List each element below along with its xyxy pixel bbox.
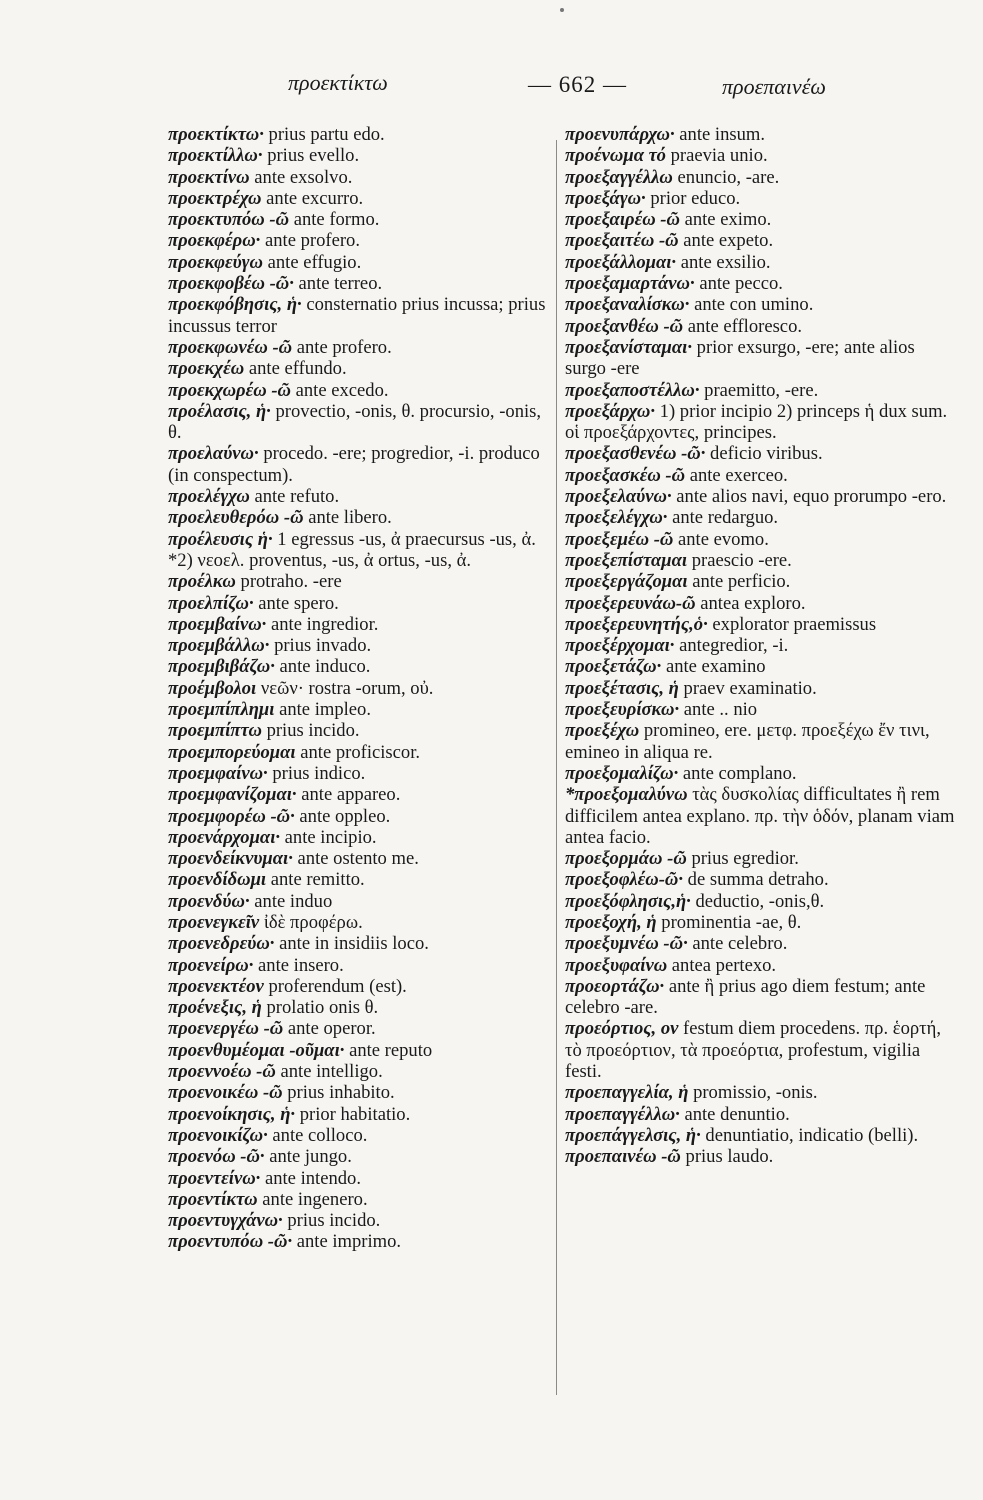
entry-definition: deductio, -onis,θ.	[695, 890, 825, 912]
entry-definition: ante impleo.	[279, 699, 372, 721]
entry-headword: προενόω -ῶ·	[168, 1146, 265, 1168]
entry-definition: ante jungo.	[269, 1146, 352, 1168]
entry-headword: προεξαιρέω -ῶ	[565, 209, 680, 231]
entry-headword: προεξετάζω·	[565, 656, 662, 678]
entry-definition: prior habitatio.	[299, 1103, 411, 1125]
entry-headword: προεξόφλησις,ἡ·	[565, 890, 691, 912]
dictionary-entry	[565, 252, 960, 273]
entry-definition: ante profero.	[264, 230, 360, 252]
entry-definition: prius inhabito.	[287, 1082, 395, 1104]
dictionary-entry	[565, 699, 960, 720]
column-divider	[556, 140, 557, 1395]
dictionary-entry	[565, 188, 960, 209]
entry-headword: προεκφέρω·	[168, 230, 261, 252]
dictionary-entry	[168, 699, 550, 720]
entry-headword: προενεργέω -ῶ	[168, 1018, 284, 1040]
entry-definition: ante pecco.	[699, 273, 783, 295]
dictionary-entry	[565, 1146, 960, 1167]
entry-definition: ante ἢ prius ago diem festum; ante celebro -are.	[565, 975, 926, 1019]
entry-definition: ante examino	[665, 656, 766, 678]
entry-definition: 1 egressus -us, ἀ praecursus -us, ἀ. *2) νεοελ. proventus, -us, ἀ ortus, -us, ἀ.	[168, 528, 536, 571]
dictionary-entry	[168, 507, 550, 528]
entry-definition: prius incido.	[287, 1210, 381, 1232]
entry-definition: ante reputo	[349, 1039, 433, 1061]
dictionary-entry	[565, 1104, 960, 1125]
entry-headword: προεμβαίνω·	[168, 613, 267, 635]
dictionary-entry	[168, 1040, 550, 1061]
dictionary-entry	[168, 1231, 550, 1252]
entry-definition: ante insum.	[679, 124, 766, 145]
dictionary-entry	[168, 614, 550, 635]
dictionary-entry	[565, 529, 960, 550]
entry-definition: praemitto, -ere.	[704, 379, 819, 401]
entry-definition: promineo, ere. μετφ. προεξέχω ἔν τινι, emineo in aliqua re.	[565, 720, 930, 763]
dictionary-entry	[168, 124, 550, 145]
dictionary-entry	[565, 380, 960, 401]
entry-headword: προενδύω·	[168, 890, 250, 912]
entry-definition: ante exerceo.	[689, 464, 788, 486]
entry-headword: προεκχέω	[168, 358, 245, 380]
entry-headword: προεξεργάζομαι	[565, 571, 688, 593]
entry-headword: προεντείνω·	[168, 1167, 261, 1189]
dictionary-entry	[168, 380, 550, 401]
entry-definition: provectio, -onis, θ. procursio, -onis, θ.	[168, 400, 542, 444]
entry-headword: προεορτάζω·	[565, 975, 665, 997]
entry-definition: prior exsurgo, -ere; ante alios surgo -ere	[565, 336, 915, 380]
entry-definition: promissio, -onis.	[693, 1082, 818, 1104]
entry-headword: προεξοφλέω-ῶ·	[565, 869, 683, 891]
dictionary-entry	[565, 316, 960, 337]
dictionary-entry	[565, 571, 960, 592]
entry-headword: προένεξις, ἡ	[168, 997, 262, 1019]
entry-definition: ante intelligo.	[280, 1061, 383, 1083]
entry-headword: προεξεμέω -ῶ	[565, 528, 674, 550]
entry-headword: προεξάλλομαι·	[565, 251, 677, 273]
entry-headword: προεξομαλίζω·	[565, 762, 679, 784]
entry-definition: ante perficio.	[692, 571, 791, 593]
entry-definition: ante effloresco.	[687, 315, 803, 337]
entry-definition: ante intendo.	[264, 1167, 362, 1189]
page-number: — 662 —	[528, 72, 627, 97]
entry-definition: ante spero.	[258, 592, 339, 614]
entry-headword: προενδίδωμι	[168, 869, 267, 891]
entry-definition: ante induco.	[279, 656, 371, 678]
entry-definition: ἰδὲ προφέρω.	[263, 911, 363, 933]
dictionary-entry	[168, 891, 550, 912]
entry-definition: praescio -ere.	[691, 549, 792, 571]
dictionary-entry	[168, 358, 550, 379]
entry-headword: προεξορμάω -ῶ	[565, 848, 687, 870]
entry-definition: de summa detraho.	[687, 869, 829, 891]
dictionary-entry	[168, 529, 550, 572]
entry-headword: προεξυφαίνω	[565, 954, 668, 976]
entry-headword: προενάρχομαι·	[168, 826, 281, 848]
dictionary-entry	[565, 550, 960, 571]
dictionary-entry	[168, 976, 550, 997]
dictionary-entry	[168, 1104, 550, 1125]
entry-headword: προεξαγγέλλω	[565, 166, 673, 188]
entry-headword: προεπαγγελία, ἡ	[565, 1082, 689, 1104]
entry-headword: προεξελέγχω·	[565, 507, 668, 529]
dictionary-entry	[565, 294, 960, 315]
entry-headword: προεξανίσταμαι·	[565, 336, 692, 358]
entry-definition: ante expeto.	[683, 230, 774, 252]
entry-headword: προεμβάλλω·	[168, 635, 270, 657]
entry-headword: προενοικίζω·	[168, 1124, 268, 1146]
entry-headword: προεξέτασις, ἡ	[565, 677, 679, 699]
dictionary-entry	[168, 1125, 550, 1146]
dictionary-entry	[168, 912, 550, 933]
entry-definition: νεῶν· rostra -orum, οὐ.	[260, 677, 434, 699]
entry-headword: προεκτίνω	[168, 166, 250, 188]
entry-headword: προέλασις, ἡ·	[168, 400, 271, 422]
entry-headword: προεκφωνέω -ῶ	[168, 336, 293, 358]
entry-definition: ante colloco.	[272, 1124, 368, 1146]
dictionary-entry	[565, 593, 960, 614]
dictionary-entry	[565, 635, 960, 656]
dictionary-entry	[168, 997, 550, 1018]
entry-headword: προεξερευνητής,ὁ·	[565, 613, 708, 635]
entry-definition: prior educo.	[650, 187, 741, 209]
entry-headword: προεξυμνέω -ῶ·	[565, 933, 688, 955]
entry-definition: ante .. nio	[683, 699, 758, 721]
dictionary-entry	[565, 209, 960, 230]
entry-definition: prolatio onis θ.	[266, 997, 379, 1019]
entry-headword: προεκφεύγω	[168, 251, 263, 273]
entry-definition: ante evomo.	[678, 528, 769, 550]
entry-definition: ante formo.	[293, 209, 380, 231]
entry-headword: προεξέρχομαι·	[565, 635, 675, 657]
dictionary-entry	[168, 252, 550, 273]
entry-definition: prius indico.	[272, 762, 366, 784]
dictionary-entry	[565, 720, 960, 763]
entry-headword: προεμπορεύομαι	[168, 741, 296, 763]
dictionary-entry	[565, 848, 960, 869]
entry-headword: προεκφόβησις, ἡ·	[168, 294, 302, 316]
dictionary-entry	[168, 635, 550, 656]
entry-headword: προεμφαίνω·	[168, 762, 268, 784]
entry-headword: προενείρω·	[168, 954, 254, 976]
dictionary-entry	[565, 614, 960, 635]
entry-definition: ante excedo.	[295, 379, 389, 401]
page-header	[0, 70, 983, 110]
entry-definition: prius incido.	[266, 720, 360, 742]
dictionary-entry	[168, 955, 550, 976]
entry-headword: προεκχωρέω -ῶ	[168, 379, 291, 401]
entry-headword: προενδείκνυμαι·	[168, 848, 293, 870]
entry-definition: ante exsolvo.	[254, 166, 353, 188]
entry-headword: προεξαιτέω -ῶ	[565, 230, 679, 252]
dictionary-entry	[168, 1082, 550, 1103]
entry-headword: προεντίκτω	[168, 1188, 258, 1210]
dictionary-entry	[168, 720, 550, 741]
entry-headword: προεκφοβέω -ῶ·	[168, 273, 294, 295]
entry-definition: ante insero.	[258, 954, 344, 976]
entry-definition: enuncio, -are.	[677, 166, 780, 188]
entry-headword: προέμβολοι	[168, 677, 257, 699]
dictionary-entry	[168, 337, 550, 358]
dictionary-entry	[168, 1061, 550, 1082]
entry-headword: προένωμα τό	[565, 145, 666, 167]
entry-headword: προεξελαύνω·	[565, 486, 672, 508]
entry-headword: προεξευρίσκω·	[565, 699, 680, 721]
dictionary-entry	[565, 891, 960, 912]
entry-headword: προελευθερόω -ῶ	[168, 507, 304, 529]
entry-definition: praevia unio.	[670, 145, 768, 167]
entry-headword: προενεδρεύω·	[168, 933, 275, 955]
entry-headword: προεόρτιος, ον	[565, 1018, 679, 1040]
entry-headword: προεμπίπτω	[168, 720, 262, 742]
entry-headword: προεπαγγέλλω·	[565, 1103, 680, 1125]
entry-headword: προέλκω	[168, 571, 236, 593]
dictionary-entry	[565, 1082, 960, 1103]
entry-definition: ante ingenero.	[262, 1188, 368, 1210]
entry-definition: ante excurro.	[266, 187, 364, 209]
dictionary-entry	[168, 1018, 550, 1039]
entry-definition: ante proficiscor.	[300, 741, 421, 763]
entry-headword: προελπίζω·	[168, 592, 254, 614]
entry-headword: προεμβιβάζω·	[168, 656, 275, 678]
entry-definition: ante complano.	[682, 762, 797, 784]
dictionary-entry	[168, 188, 550, 209]
dictionary-entry	[565, 230, 960, 251]
entry-headword: προεμφανίζομαι·	[168, 784, 297, 806]
header-right-guide-word: προεπαινέω	[722, 74, 826, 99]
entry-headword: προεξασθενέω -ῶ·	[565, 443, 706, 465]
dictionary-entry	[168, 443, 550, 486]
entry-definition: ante remitto.	[270, 869, 365, 891]
entry-definition: prius evello.	[267, 145, 360, 167]
entry-definition: ante in insidiis loco.	[279, 933, 429, 955]
entry-headword: προεντυγχάνω·	[168, 1210, 283, 1232]
entry-definition: ante eximo.	[684, 209, 772, 231]
dictionary-entry	[168, 763, 550, 784]
entry-definition: antegredior, -i.	[679, 635, 789, 657]
dictionary-entry	[565, 443, 960, 464]
dictionary-entry	[565, 955, 960, 976]
dictionary-entry	[168, 273, 550, 294]
entry-headword: προενοίκησις, ἡ·	[168, 1103, 296, 1125]
dictionary-entry	[565, 656, 960, 677]
entry-definition: explorator praemissus	[712, 613, 877, 635]
entry-headword: προεντυπόω -ῶ·	[168, 1231, 293, 1253]
entry-definition: ante refuto.	[254, 486, 340, 508]
entry-headword: προενοικέω -ῶ	[168, 1082, 283, 1104]
entry-definition: ante celebro.	[692, 933, 788, 955]
entry-headword: προεκτρέχω	[168, 187, 262, 209]
entry-headword: προεξεπίσταμαι	[565, 549, 688, 571]
entry-headword: προεξάρχω·	[565, 400, 655, 422]
entry-definition: procedo. -ere; progredior, -i. produco (in conspectum).	[168, 443, 540, 486]
entry-definition: ante imprimo.	[296, 1231, 402, 1253]
print-speck	[560, 8, 564, 12]
dictionary-entry	[565, 507, 960, 528]
entry-definition: ante incipio.	[284, 826, 377, 848]
dictionary-entry	[168, 486, 550, 507]
entry-headword: προεξαμαρτάνω·	[565, 273, 695, 295]
entry-headword: προεννοέω -ῶ	[168, 1061, 276, 1083]
entry-headword: προενυπάρχω·	[565, 124, 675, 145]
dictionary-entry	[168, 806, 550, 827]
entry-headword: προεξασκέω -ῶ	[565, 464, 686, 486]
entry-headword: προενεγκεῖν	[168, 911, 260, 933]
entry-headword: προελέγχω	[168, 486, 250, 508]
entry-definition: ante appareo.	[301, 784, 401, 806]
dictionary-entry	[168, 933, 550, 954]
entry-definition: ante ostento me.	[297, 848, 419, 870]
entry-headword: προεμφορέω -ῶ·	[168, 805, 295, 827]
entry-headword: προεξανθέω -ῶ	[565, 315, 684, 337]
entry-definition: ante con umino.	[694, 294, 814, 316]
dictionary-entry	[565, 465, 960, 486]
dictionary-entry	[565, 167, 960, 188]
dictionary-entry	[168, 656, 550, 677]
entry-definition: prius egredior.	[691, 848, 799, 870]
entry-headword: προελαύνω·	[168, 443, 259, 465]
entry-headword: προενεκτέον	[168, 975, 264, 997]
dictionary-entry	[565, 273, 960, 294]
entry-definition: protraho. -ere	[240, 571, 342, 593]
entry-definition: τὰς δυσκολίας difficultates ἢ rem difficilem antea explano. πρ. τὴν ὁδόν, planam viam antea facio.	[565, 784, 955, 848]
entry-headword: προέλευσις ἡ·	[168, 528, 273, 550]
entry-definition: proferendum (est).	[268, 975, 407, 997]
entry-headword: προεκτυπόω -ῶ	[168, 209, 290, 231]
entry-headword: προεξαναλίσκω·	[565, 294, 690, 316]
left-column	[168, 124, 550, 1253]
entry-definition: ante libero.	[308, 507, 392, 529]
entry-definition: ante ingredior.	[270, 613, 379, 635]
entry-headword: προεκτίλλω·	[168, 145, 263, 167]
entry-definition: ante denuntio.	[684, 1103, 790, 1125]
dictionary-entry	[168, 1189, 550, 1210]
entry-definition: ante profero.	[296, 336, 392, 358]
dictionary-entry	[565, 124, 960, 145]
entry-definition: consternatio prius incussa; prius incussus terror	[168, 294, 546, 337]
dictionary-entry	[168, 209, 550, 230]
dictionary-entry	[565, 784, 960, 848]
dictionary-entry	[565, 912, 960, 933]
entry-headword: προεξαποστέλλω·	[565, 379, 700, 401]
entry-headword: *προεξομαλύνω	[565, 784, 688, 806]
dictionary-entry	[565, 145, 960, 166]
dictionary-entry	[168, 571, 550, 592]
entry-headword: προεξάγω·	[565, 187, 646, 209]
entry-definition: praev examinatio.	[683, 677, 817, 699]
dictionary-entry	[168, 827, 550, 848]
dictionary-entry	[168, 401, 550, 444]
entry-definition: ante effundo.	[248, 358, 347, 380]
dictionary-entry	[168, 230, 550, 251]
entry-definition: prius laudo.	[685, 1146, 774, 1168]
dictionary-entry	[168, 294, 550, 337]
entry-definition: ante terreo.	[298, 273, 383, 295]
entry-headword: προεμπίπλημι	[168, 699, 275, 721]
dictionary-entry	[565, 869, 960, 890]
entry-headword: προεπάγγελσις, ἡ·	[565, 1124, 701, 1146]
dictionary-entry	[168, 145, 550, 166]
entry-definition: prominentia -ae, θ.	[661, 911, 802, 933]
dictionary-entry	[168, 1210, 550, 1231]
dictionary-entry	[565, 486, 960, 507]
dictionary-entry	[168, 1146, 550, 1167]
header-left-guide-word: προεκτίκτω	[288, 70, 388, 95]
dictionary-entry	[565, 1018, 960, 1082]
dictionary-entry	[168, 678, 550, 699]
entry-definition: deficio viribus.	[710, 443, 823, 465]
entry-definition: 1) prior incipio 2) princeps ἡ dux sum. οἱ προεξάρχοντες, principes.	[565, 400, 948, 444]
entry-definition: denuntiatio, indicatio (belli).	[705, 1124, 919, 1146]
entry-headword: προενθυμέομαι -οῦμαι·	[168, 1039, 345, 1061]
entry-definition: ante induo	[254, 890, 333, 912]
entry-definition: ante alios navi, equo prorumpo -ero.	[676, 486, 947, 508]
dictionary-entry	[168, 869, 550, 890]
right-column	[565, 124, 960, 1168]
dictionary-entry	[565, 763, 960, 784]
entry-definition: ante effugio.	[267, 251, 362, 273]
dictionary-entry	[565, 1125, 960, 1146]
entry-definition: prius invado.	[274, 635, 372, 657]
entry-headword: προεπαινέω -ῶ	[565, 1146, 681, 1168]
dictionary-entry	[565, 678, 960, 699]
entry-definition: ante exsilio.	[680, 251, 771, 273]
dictionary-entry	[168, 742, 550, 763]
entry-headword: προεξέχω	[565, 720, 640, 742]
dictionary-entry	[168, 1168, 550, 1189]
dictionary-entry	[565, 337, 960, 380]
dictionary-entry	[565, 933, 960, 954]
entry-definition: ante oppleo.	[299, 805, 391, 827]
entry-definition: prius partu edo.	[268, 124, 385, 145]
dictionary-entry	[168, 784, 550, 805]
entry-definition: festum diem procedens. πρ. ἑορτή, τὸ προεόρτιον, τὰ προεόρτια, profestum, vigilia festi.	[565, 1018, 941, 1083]
entry-definition: antea exploro.	[700, 592, 806, 614]
dictionary-entry	[565, 401, 960, 444]
entry-definition: ante operor.	[287, 1018, 376, 1040]
dictionary-entry	[565, 976, 960, 1019]
dictionary-entry	[168, 848, 550, 869]
dictionary-entry	[168, 167, 550, 188]
dictionary-entry	[168, 593, 550, 614]
entry-headword: προεξοχή, ἡ	[565, 911, 657, 933]
entry-definition: antea pertexo.	[671, 954, 777, 976]
entry-definition: ante redarguo.	[672, 507, 779, 529]
entry-headword: προεξερευνάω-ῶ	[565, 592, 696, 614]
entry-headword: προεκτίκτω·	[168, 124, 264, 145]
